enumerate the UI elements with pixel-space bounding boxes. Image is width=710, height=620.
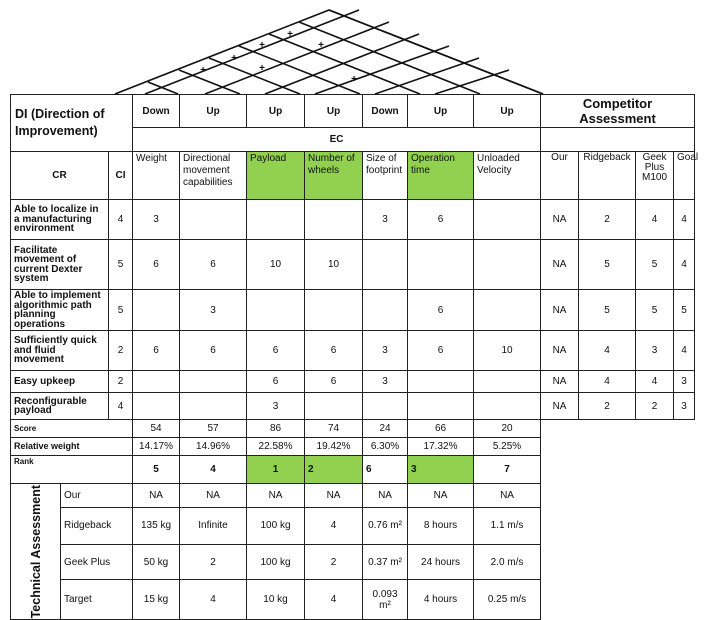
competitor-cell: 3 [636,331,674,371]
direction-cell: Up [305,95,363,128]
relationship-cell: 6 [247,371,305,393]
relationship-cell [180,393,247,420]
competitor-cell: NA [541,371,579,393]
relationship-cell: 10 [247,240,305,290]
roof-sign: + [231,53,237,64]
technical-cell: Infinite [180,507,247,545]
score-cell: 20 [474,420,541,438]
relationship-cell [408,393,474,420]
relationship-cell: 6 [408,200,474,240]
competitor-cell: 2 [579,200,636,240]
weight-cell: 6.30% [363,438,408,456]
relationship-cell [133,393,180,420]
cr-header: CR [11,152,109,200]
di-header: DI (Direction of Improvement) [11,95,133,152]
roof-gridline [148,82,178,94]
relationship-cell [247,200,305,240]
relationship-cell [133,290,180,331]
direction-cell: Up [247,95,305,128]
technical-cell: 8 hours [408,507,474,545]
technical-row-label: Target [61,580,133,620]
competitor-cell: NA [541,393,579,420]
technical-cell: NA [474,484,541,508]
competitor-cell: 2 [579,393,636,420]
direction-cell: Up [474,95,541,128]
roof-gridline [315,46,449,94]
relationship-cell [180,371,247,393]
competitor-assessment-header: Competitor Assessment [541,95,695,128]
competitor-cell: NA [541,240,579,290]
technical-cell: 50 kg [133,545,180,580]
technical-cell: 2 [180,545,247,580]
relationship-cell: 6 [305,331,363,371]
relationship-cell [474,200,541,240]
competitor-cell: 5 [674,290,695,331]
roof-gridline [179,70,240,94]
score-label: Score [11,420,133,438]
ci-value: 4 [109,393,133,420]
technical-cell: 0.25 m/s [474,580,541,620]
competitor-cell: NA [541,200,579,240]
technical-cell: NA [180,484,247,508]
relationship-cell: 6 [133,240,180,290]
competitor-cell: 5 [579,290,636,331]
technical-cell: 135 kg [133,507,180,545]
technical-cell: 10 kg [247,580,305,620]
technical-cell: NA [408,484,474,508]
cr-label: Easy upkeep [11,371,109,393]
technical-row [11,484,695,508]
ec-header: EC [133,128,541,152]
technical-assessment-title-cell [11,484,61,620]
rank-cell: 6 [363,456,408,484]
score-cell: 24 [363,420,408,438]
relationship-cell [408,371,474,393]
competitor-cell: 4 [674,331,695,371]
cr-label: Facilitate movement of current Dexter system [11,240,109,290]
relationship-cell: 3 [247,393,305,420]
relationship-cell [474,371,541,393]
relationship-cell [305,290,363,331]
score-row [11,420,695,438]
relationship-cell: 3 [133,200,180,240]
ec-name-wheels: Number of wheels [305,152,363,200]
relationship-cell: 3 [363,331,408,371]
table-row [11,393,695,420]
competitor-cell: 5 [636,240,674,290]
ci-value: 5 [109,240,133,290]
technical-row-label: Our [61,484,133,508]
roof-gridline [209,58,300,94]
relationship-cell [305,393,363,420]
competitor-cell: 2 [636,393,674,420]
competitor-cell: 5 [636,290,674,331]
cr-label: Reconfigurable payload [11,393,109,420]
technical-row-label: Geek Plus [61,545,133,580]
roof-gridline [329,10,543,94]
score-cell: 66 [408,420,474,438]
cr-label: Able to implement algorithmic path planning operations [11,290,109,331]
technical-assessment-title: Technical Assessment [28,485,43,619]
roof-gridline [239,46,360,94]
roof-sign: + [259,40,265,51]
relationship-cell: 3 [363,371,408,393]
roof-sign: + [287,29,293,40]
relationship-cell [305,200,363,240]
relationship-cell [363,290,408,331]
score-cell: 74 [305,420,363,438]
relationship-cell [247,290,305,331]
technical-cell: 24 hours [408,545,474,580]
technical-cell: 100 kg [247,507,305,545]
rank-cell: 4 [180,456,247,484]
competitor-geek-plus: Geek Plus M100 [636,152,674,200]
technical-cell: 4 hours [408,580,474,620]
technical-cell: 2.0 m/s [474,545,541,580]
score-cell: 57 [180,420,247,438]
score-cell: 54 [133,420,180,438]
relative-weight-label: Relative weight [11,438,133,456]
relationship-cell [408,240,474,290]
relationship-cell [363,240,408,290]
relationship-cell [474,290,541,331]
roof-sign: + [351,74,357,85]
ci-value: 4 [109,200,133,240]
competitor-header-blank [541,128,695,152]
competitor-cell: NA [541,290,579,331]
competitor-cell: 4 [579,371,636,393]
ec-name-operation-time: Operation time [408,152,474,200]
relationship-cell [474,240,541,290]
weight-cell: 17.32% [408,438,474,456]
technical-cell: 4 [305,580,363,620]
table-row [11,240,695,290]
technical-cell: 1.1 m/s [474,507,541,545]
direction-cell: Down [133,95,180,128]
rank-cell: 1 [247,456,305,484]
cr-label: Able to localize in a manufacturing environment [11,200,109,240]
technical-cell: 0.093 m² [363,580,408,620]
roof-sign: + [318,40,324,51]
house-of-quality-table [10,94,699,620]
rank-cell: 3 [408,456,474,484]
competitor-cell: NA [541,331,579,371]
score-cell: 86 [247,420,305,438]
relationship-cell: 6 [180,240,247,290]
technical-cell: 2 [305,545,363,580]
relationship-cell: 6 [247,331,305,371]
correlation-roof [0,0,710,96]
relationship-cell: 10 [305,240,363,290]
roof-sign: + [259,63,265,74]
ci-value: 2 [109,371,133,393]
relationship-cell: 6 [133,331,180,371]
competitor-goal: Goal [674,152,695,200]
ci-header: CI [109,152,133,200]
relationship-cell: 6 [305,371,363,393]
weight-cell: 19.42% [305,438,363,456]
blank-area [541,484,695,620]
technical-cell: 0.76 m² [363,507,408,545]
relationship-cell [180,200,247,240]
ec-name-footprint: Size of footprint [363,152,408,200]
relationship-cell: 3 [180,290,247,331]
direction-cell: Up [180,95,247,128]
relationship-cell: 6 [408,331,474,371]
table-row [11,371,695,393]
table-row [11,200,695,240]
competitor-cell: 5 [579,240,636,290]
relationship-cell [133,371,180,393]
technical-cell: NA [133,484,180,508]
weight-cell: 22.58% [247,438,305,456]
weight-cell: 5.25% [474,438,541,456]
technical-cell: 15 kg [133,580,180,620]
technical-cell: 4 [180,580,247,620]
technical-cell: 0.37 m² [363,545,408,580]
technical-row-label: Ridgeback [61,507,133,545]
relationship-cell: 3 [363,200,408,240]
technical-cell: 4 [305,507,363,545]
rank-cell: 5 [133,456,180,484]
weight-cell: 14.17% [133,438,180,456]
ec-name-payload: Payload [247,152,305,200]
technical-cell: NA [363,484,408,508]
table-row [11,290,695,331]
ec-name-directional: Directional movement capabilities [180,152,247,200]
rank-label: Rank [11,456,133,484]
ec-name-velocity: Unloaded Velocity [474,152,541,200]
direction-cell: Down [363,95,408,128]
technical-cell: NA [247,484,305,508]
rank-cell: 7 [474,456,541,484]
blank-area [541,420,695,484]
direction-cell: Up [408,95,474,128]
relationship-cell [363,393,408,420]
competitor-cell: 4 [636,200,674,240]
relationship-cell: 10 [474,331,541,371]
relationship-cell: 6 [408,290,474,331]
weight-cell: 14.96% [180,438,247,456]
roof-sign: + [200,65,206,76]
competitor-cell: 4 [674,200,695,240]
competitor-cell: 4 [636,371,674,393]
relationship-cell [474,393,541,420]
relationship-cell: 6 [180,331,247,371]
rank-cell: 2 [305,456,363,484]
competitor-cell: 3 [674,393,695,420]
competitor-cell: 4 [674,240,695,290]
cr-label: Sufficiently quick and fluid movement [11,331,109,371]
technical-cell: NA [305,484,363,508]
competitor-cell: 4 [579,331,636,371]
technical-cell: 100 kg [247,545,305,580]
ec-name-weight: Weight [133,152,180,200]
competitor-cell: 3 [674,371,695,393]
ci-value: 5 [109,290,133,331]
table-row [11,331,695,371]
ci-value: 2 [109,331,133,371]
competitor-our: Our [541,152,579,200]
competitor-ridgeback: Ridgeback [579,152,636,200]
